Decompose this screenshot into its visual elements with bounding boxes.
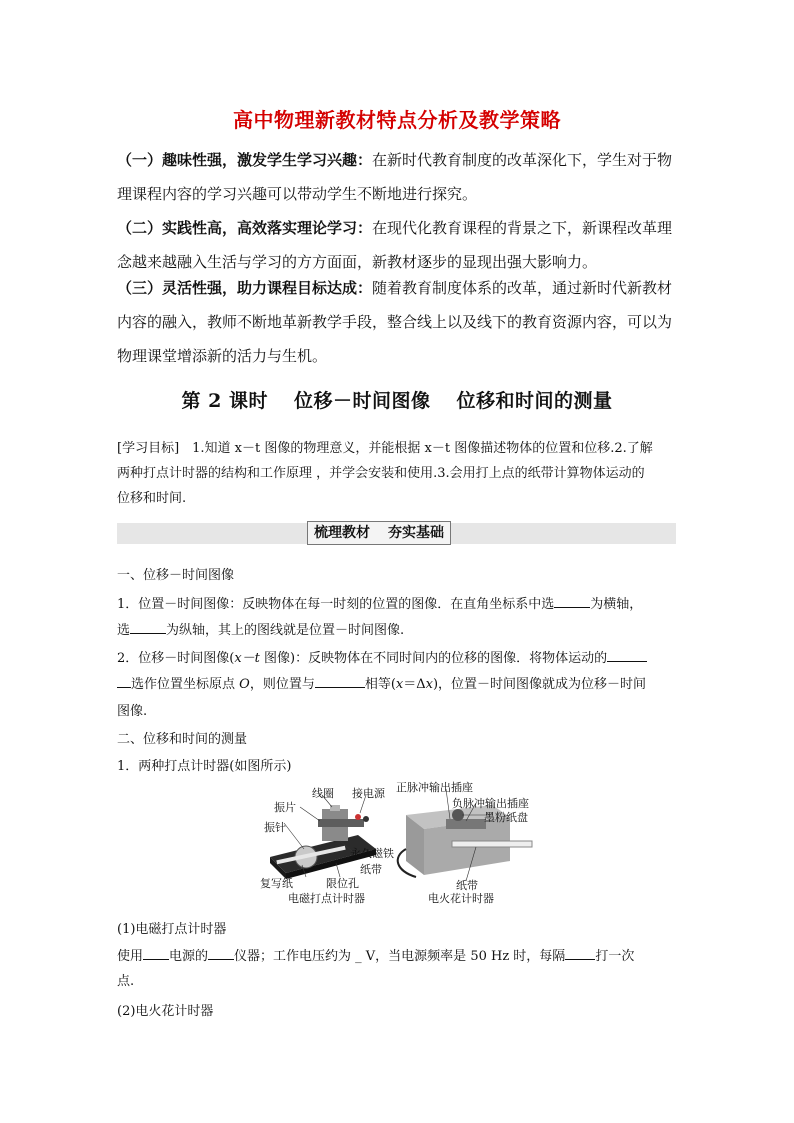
label-power: 接电源 (352, 787, 385, 800)
intro-paragraph-1 (117, 143, 679, 211)
item-1-line-2: 选 为纵轴，其上的图线就是位置－时间图像. (117, 623, 405, 638)
section-banner (117, 523, 676, 544)
banner-right: 夯实基础 (388, 525, 444, 541)
intro-heading: （三）灵活性强，助力课程目标达成： (117, 279, 373, 297)
label-ink-disc: 墨粉纸盘 (484, 811, 528, 824)
em-coil-top (330, 805, 340, 811)
page-title: 高中物理新教材特点分析及教学策略 (233, 108, 561, 132)
label-limit: 限位孔 (326, 877, 359, 890)
section-heading: 一、位移－时间图像 (117, 568, 235, 583)
lesson-part-2: 位移－时间图像 (293, 390, 431, 412)
fill-blank[interactable] (208, 947, 234, 960)
fill-blank[interactable] (117, 675, 131, 688)
goals-line: [学习目标] 1.知道 x－t 图像的物理意义，并能根据 x－t 图像描述物体的位置和位移.2.了解 (117, 441, 653, 456)
fill-blank[interactable] (554, 595, 590, 608)
item-1: 1．两种打点计时器(如图所示) (117, 759, 292, 774)
intro-text: 在现代化教育课程的背景之下，新课程改革理念越来越融入生活与学习的方方面面，新教材逐步的显现出强大影响力。 (117, 219, 673, 271)
fill-blank[interactable] (607, 649, 647, 662)
fill-blank[interactable] (565, 947, 595, 960)
label-magnet: 永久磁铁 (350, 847, 394, 860)
timer-figure (256, 779, 546, 907)
item-2-line-3: 图像. (117, 704, 148, 719)
fill-blank[interactable] (130, 621, 166, 634)
sub1-line-2: 点. (117, 974, 135, 989)
label-tape-spark: 纸带 (456, 879, 478, 892)
label-neg-socket: 负脉冲输出插座 (452, 797, 529, 810)
sub1-line-1: 使用 电源的 仪器；工作电压约为 _ V，当电源频率是 50 Hz 时，每隔 打一次 (117, 949, 635, 964)
em-terminal (355, 814, 361, 820)
item-2-line-2: 选作位置坐标原点 O，则位置与 相等(x＝Δx)，位置－时间图像就成为位移－时间 (117, 673, 679, 692)
lesson-part-3: 位移和时间的测量 (456, 390, 613, 412)
goals-line: 两种打点计时器的结构和工作原理 ，并学会安装和使用.3.会用打上点的纸带计算物体运动的 (117, 466, 645, 481)
caption-spark-timer: 电火花计时器 (428, 892, 494, 905)
spark-paper-tape (452, 841, 532, 847)
goals-line: 位移和时间. (117, 491, 187, 506)
fill-blank[interactable] (315, 675, 365, 688)
intro-text: 随着教育制度体系的改革，通过新时代新教材内容的融入，教师不断地革新教学手段，整合线上以及线下的教育资源内容，可以为物理课堂增添新的活力与生机。 (117, 279, 673, 365)
lesson-title (0, 386, 794, 413)
banner-left: 梳理教材 (314, 525, 370, 541)
lesson-part-1: 第 2 课时 (181, 390, 268, 412)
em-reed (318, 819, 364, 827)
subheading: (1)电磁打点计时器 (117, 922, 227, 937)
banner-box (307, 521, 451, 545)
fill-blank[interactable] (143, 947, 169, 960)
intro-paragraph-3 (117, 271, 679, 373)
intro-heading: （二）实践性高，高效落实理论学习： (117, 219, 373, 237)
item-1-line-1: 1．位置－时间图像：反映物体在每一时刻的位置的图像．在直角坐标系中选 为横轴， (117, 597, 643, 612)
item-2-line-1: 2．位移－时间图像(x－t 图像)：反映物体在不同时间内的位移的图像．将物体运动的 (117, 647, 679, 666)
subheading: (2)电火花计时器 (117, 1004, 214, 1019)
section-heading: 二、位移和时间的测量 (117, 732, 248, 747)
learning-goals (117, 436, 679, 511)
label-coil: 线圈 (312, 787, 334, 800)
label-reed: 振片 (274, 801, 296, 814)
intro-heading: （一）趣味性强，激发学生学习兴趣： (117, 151, 373, 169)
label-pos-socket: 正脉冲输出插座 (396, 781, 473, 794)
label-needle: 振针 (264, 821, 286, 834)
caption-em-timer: 电磁打点计时器 (288, 892, 365, 905)
intro-text: 在新时代教育制度的改革深化下，学生对于物理课程内容的学习兴趣可以带动学生不断地进行探究。 (117, 151, 673, 203)
label-tape-em: 纸带 (360, 863, 382, 876)
em-terminal (363, 816, 369, 822)
label-carbon: 复写纸 (260, 877, 293, 890)
intro-paragraph-2 (117, 211, 679, 279)
